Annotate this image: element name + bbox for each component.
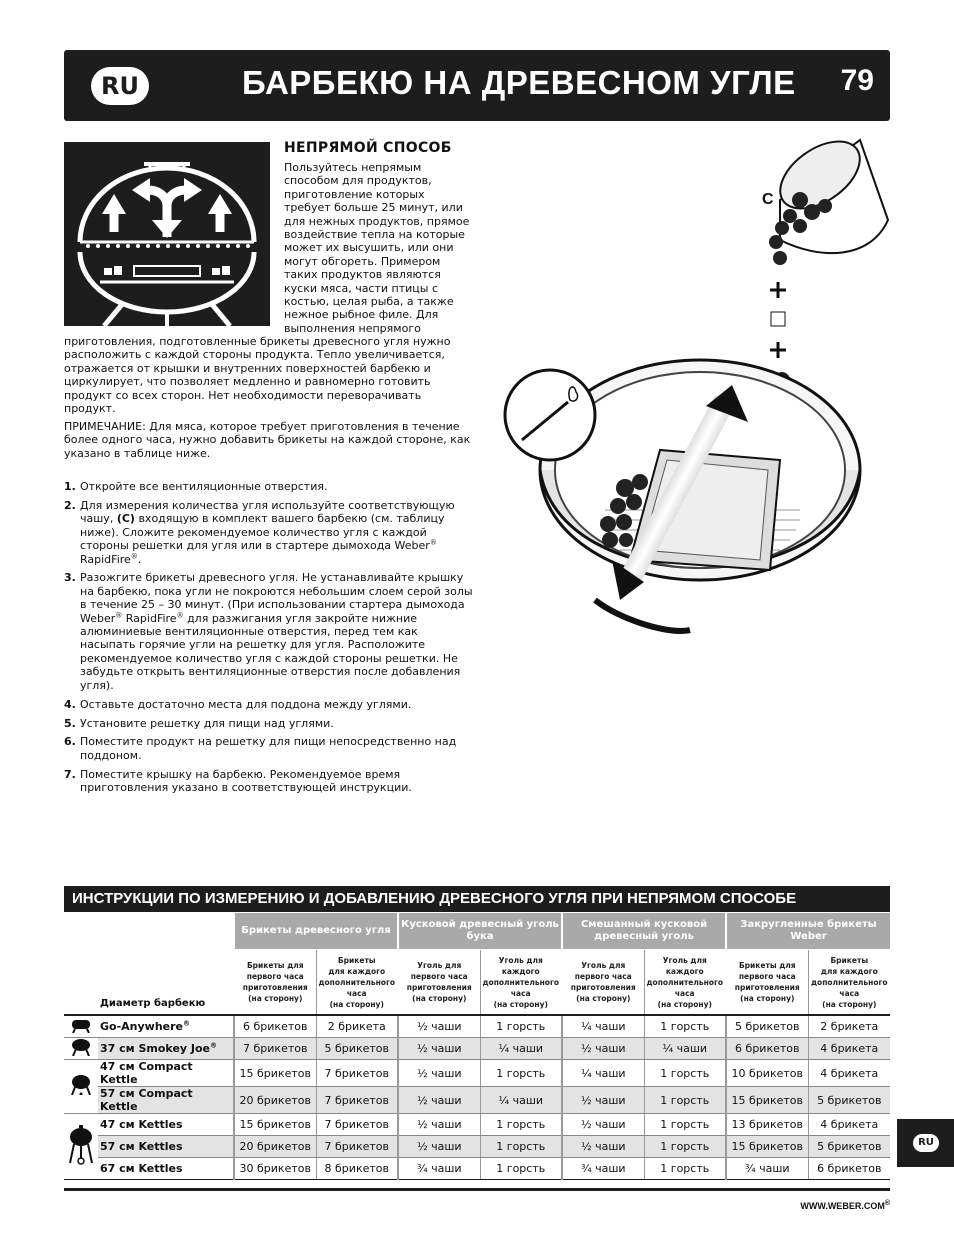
table-cell: 20 брикетов [234,1136,316,1158]
table-cell: ¼ чаши [644,1038,726,1060]
table-cell: 15 брикетов [234,1060,316,1087]
table-row [64,1114,890,1136]
table-cell: 1 горсть [480,1136,562,1158]
table-cell: 6 брикетов [726,1038,808,1060]
intro-paragraph-continued: приготовления, подготовленные брикеты древесного угля нужно расположить с каждой стороны продукта. Тепло увеличивается, отражается от крышки и внутренних поверхностей барбекю и циркулирует, что позволяет медленно и равномерно готовить продукт со всех сторон. Нет необходимости переворачивать продукт. [64,335,451,416]
table-cell: ¾ чаши [398,1158,480,1180]
table-cell: 1 горсть [644,1114,726,1136]
language-side-tab [897,1119,954,1167]
step-item: 3. Разожгите брикеты древесного угля. Не устанавливайте крышку на барбекю, пока угли не покроются небольшим слоем серой золы в течение 25 – 30 минут. (При использовании стартера дымохода Weber® RapidFire® для разжигания угля закройте нижние алюминиевые вентиляционные отверстия, перед тем как насыпать горячие угли на решетку для угля. Расположите рекомендуемое количество угля с каждой стороны решетки. Не забудьте открыть вентиляционные отверстия после добавления угля). [64,571,473,692]
table-cell: 15 брикетов [234,1114,316,1136]
table-cell: 6 брикетов [808,1158,890,1180]
table-cell: 5 брикетов [316,1038,398,1060]
language-badge: RU [91,67,149,105]
table-cell: 2 брикета [808,1015,890,1038]
charcoal-table-title: ИНСТРУКЦИИ ПО ИЗМЕРЕНИЮ И ДОБАВЛЕНИЮ ДРЕВЕСНОГО УГЛЯ ПРИ НЕПРЯМОМ СПОСОБЕ ПРИГОТОВЛЕНИЯ [64,886,890,912]
table-cell: 7 брикетов [316,1060,398,1087]
table-cell: ¾ чаши [726,1158,808,1180]
sub-header: Уголь для первого часа приготовления (на сторону) [398,950,480,1016]
table-cell: ¼ чаши [480,1038,562,1060]
table-cell: 20 брикетов [234,1087,316,1114]
table-row [64,1015,890,1038]
table-cell: 6 брикетов [234,1015,316,1038]
table-row [64,1060,890,1087]
table-cell: 13 брикетов [726,1114,808,1136]
group-header: Смешанный кусковой древесный уголь [562,913,726,950]
table-cell: ½ чаши [562,1136,644,1158]
charcoal-measurement-table [64,913,890,1180]
sub-header: Уголь для каждого дополнительного часа (на сторону) [644,950,726,1016]
grill-icon [64,1114,98,1180]
table-cell: 4 брикета [808,1060,890,1087]
grill-icon [64,1060,98,1114]
table-cell: ¼ чаши [562,1060,644,1087]
table-cell: ½ чаши [562,1038,644,1060]
page-number: 79 [840,64,874,97]
table-cell: 15 брикетов [726,1087,808,1114]
grill-model-name: 57 см Kettles [98,1136,234,1158]
table-cell: 4 брикета [808,1038,890,1060]
table-cell: ½ чаши [398,1087,480,1114]
table-cell: 5 брикетов [808,1136,890,1158]
sub-header: Брикеты для каждого дополнительного часа (на сторону) [316,950,398,1016]
table-cell: ½ чаши [398,1060,480,1087]
website-link[interactable]: WWW.WEBER.COM® [800,1200,890,1211]
step-item: 6. Поместите продукт на решетку для пищи непосредственно над поддоном. [64,735,457,762]
table-cell: ½ чаши [398,1015,480,1038]
page-header [64,50,890,121]
section-title: НЕПРЯМОЙ СПОСОБ [284,140,452,156]
grill-model-name: 37 см Smokey Joe® [98,1038,234,1060]
table-cell: 1 горсть [644,1136,726,1158]
table-cell: 10 брикетов [726,1060,808,1087]
footer-rule [64,1188,890,1191]
table-cell: 7 брикетов [316,1136,398,1158]
table-cell: 1 горсть [480,1060,562,1087]
table-cell: ½ чаши [398,1136,480,1158]
sub-header: Уголь для первого часа приготовления (на сторону) [562,950,644,1016]
table-cell: ½ чаши [398,1114,480,1136]
grill-model-name: 47 см Kettles [98,1114,234,1136]
table-cell: ¾ чаши [562,1158,644,1180]
table-row [64,1038,890,1060]
table-cell: 7 брикетов [234,1038,316,1060]
grill-model-name: Go-Anywhere® [98,1015,234,1038]
step-item: 4. Оставьте достаточно места для поддона между углями. [64,697,412,711]
sub-header: Брикеты для каждого дополнительного часа (на сторону) [808,950,890,1016]
table-cell: 15 брикетов [726,1136,808,1158]
table-cell: ½ чаши [398,1038,480,1060]
table-cell: ½ чаши [562,1114,644,1136]
table-cell: 5 брикетов [808,1087,890,1114]
table-cell: 5 брикетов [726,1015,808,1038]
grill-model-name: 67 см Kettles [98,1158,234,1180]
table-cell: 1 горсть [644,1060,726,1087]
step-item: 7. Поместите крышку на барбекю. Рекомендуемое время приготовления указано в соответствующей инструкции. [64,767,412,795]
sub-header: Уголь для каждого дополнительного часа (на сторону) [480,950,562,1016]
side-tab-label: RU [913,1134,939,1152]
page-title: БАРБЕКЮ НА ДРЕВЕСНОМ УГЛЕ [242,64,796,101]
note-paragraph: ПРИМЕЧАНИЕ: Для мяса, которое требует приготовления в течение более одного часа, нужно добавить брикеты на каждой стороне, как указано в таблице ниже. [64,420,471,460]
step-item: 5. Установите решетку для пищи над углями. [64,716,334,730]
table-row [64,1136,890,1158]
grill-icon [64,1015,98,1038]
table-cell: 1 горсть [644,1015,726,1038]
step-item: 2. Для измерения количества угля используйте соответствующую чашу, (C) входящую в комплект вашего барбекю (см. таблицу ниже). Сложите рекомендуемое количество угля с каждой стороны решетки для угля или в стартере дымохода Weber® RapidFire®. [64,498,455,566]
group-header: Брикеты древесного угля [234,913,398,950]
table-row [64,1087,890,1114]
grill-model-name: 47 см Compact Kettle [98,1060,234,1087]
group-header: Кусковой древесный уголь бука [398,913,562,950]
table-cell: 7 брикетов [316,1087,398,1114]
table-cell: 4 брикета [808,1114,890,1136]
table-cell: ¼ чаши [562,1015,644,1038]
table-cell: ½ чаши [562,1087,644,1114]
table-cell: 1 горсть [480,1158,562,1180]
grill-model-name: 57 см Compact Kettle [98,1087,234,1114]
table-cell: 1 горсть [480,1015,562,1038]
table-cell: 1 горсть [644,1087,726,1114]
table-cell: 2 брикета [316,1015,398,1038]
sub-header: Брикеты для первого часа приготовления (на сторону) [726,950,808,1016]
instruction-steps [64,480,474,800]
grill-diameter-header: Диаметр барбекю [64,913,234,1015]
table-cell: ¼ чаши [480,1087,562,1114]
step-item: 1. Откройте все вентиляционные отверстия. [64,480,328,493]
table-cell: 30 брикетов [234,1158,316,1180]
intro-paragraph: Пользуйтесь непрямым способом для продуктов, приготовление которых требует больше 25 минут, или для нежных продуктов, прямое воздействие тепла на которые может их высушить, или они могут обгореть. Примером таких продуктов являются куски мяса, части птицы с костью, целая рыба, а также нежное рыбное филе. Для выполнения непрямого [284,161,470,335]
sub-header: Брикеты для первого часа приготовления (на сторону) [234,950,316,1016]
indirect-method-grill-icon [64,142,270,326]
table-cell: 7 брикетов [316,1114,398,1136]
cup-label-c: C [762,191,774,208]
table-row [64,1158,890,1180]
grill-icon [64,1038,98,1060]
charcoal-setup-illustration [500,130,890,650]
group-header: Закругленные брикеты Weber [726,913,890,950]
table-cell: 1 горсть [644,1158,726,1180]
table-cell: 1 горсть [480,1114,562,1136]
table-cell: 8 брикетов [316,1158,398,1180]
